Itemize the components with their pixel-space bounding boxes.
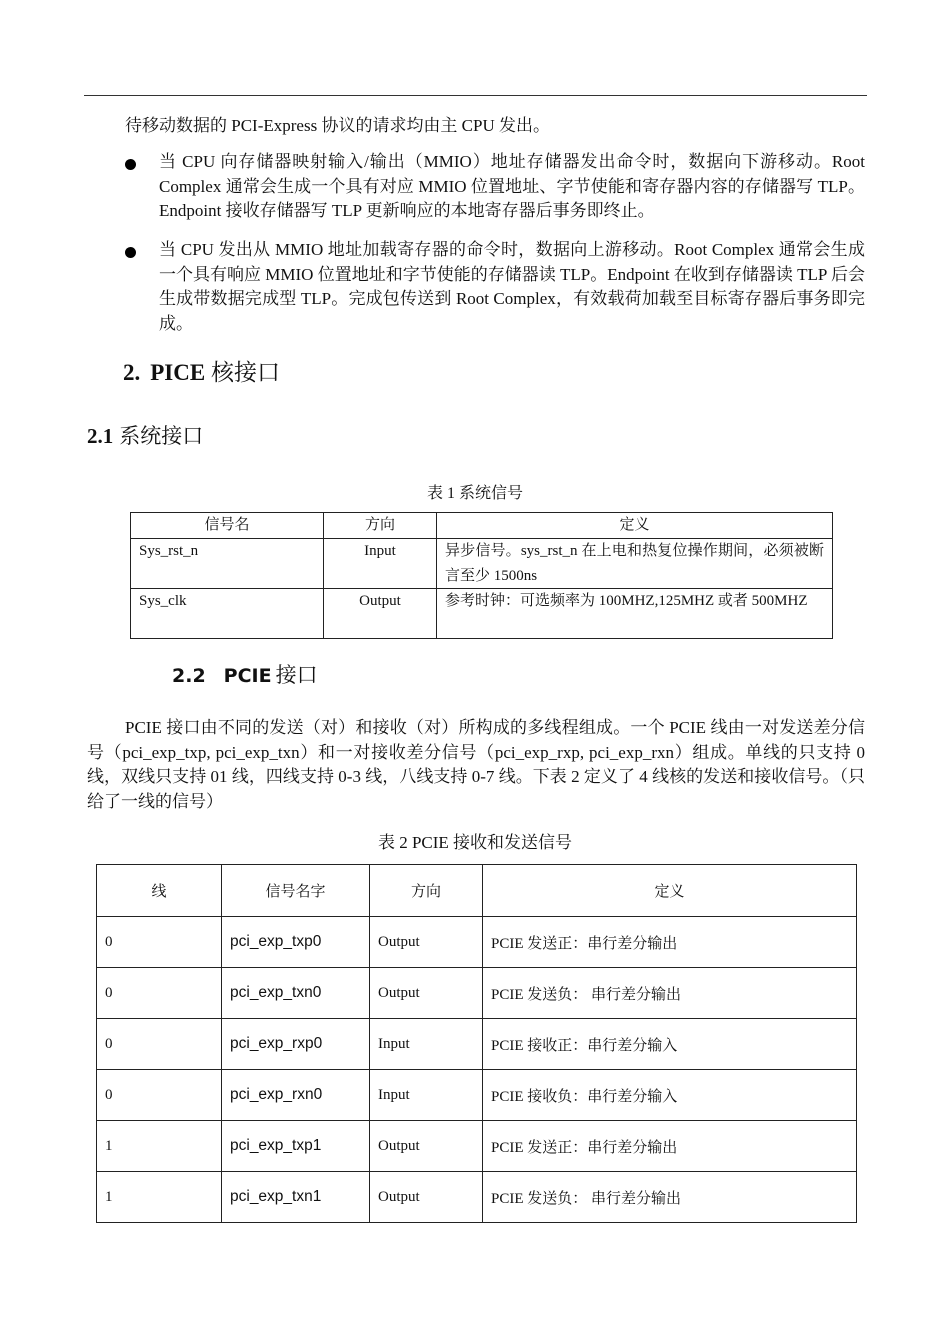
definition-cell: 参考时钟：可选频率为 100MHZ,125MHZ 或者 500MHZ: [437, 589, 833, 639]
column-header: 线: [97, 865, 222, 917]
bullet-text: 当 CPU 发出从 MMIO 地址加载寄存器的命令时，数据向上游移动。Root Complex 通常会生成一个具有响应 MMIO 位置地址和字节使能的存储器读 TLP。Endpoint 在收到存储器读 TLP 后会生成带数据完成型 TLP。完成包传送到 Root Complex，有效载荷加载至目标寄存器后事务即完成。: [159, 240, 865, 333]
intro-paragraph: 待移动数据的 PCI-Express 协议的请求均由主 CPU 发出。: [125, 116, 551, 135]
table2-caption: 表 2 PCIE 接收和发送信号: [377, 833, 573, 852]
definition-cell: PCIE 发送负： 串行差分输出: [483, 968, 857, 1019]
pcie-signals-table: [96, 864, 857, 1223]
signal-name-cell: pci_exp_txp1: [222, 1121, 370, 1172]
signal-name-cell: pci_exp_txp0: [222, 917, 370, 968]
system-signals-table: [130, 512, 833, 639]
table-row: [131, 589, 833, 639]
table-row: [97, 968, 857, 1019]
section-title-cjk: 接口: [275, 663, 318, 687]
direction-cell: Output: [370, 1172, 483, 1223]
table-row: [131, 539, 833, 589]
section-heading-2: [123, 354, 280, 387]
header-rule: [84, 95, 867, 96]
section-number: 2.2: [172, 665, 206, 687]
lane-cell: 0: [97, 968, 222, 1019]
lane-cell: 0: [97, 1019, 222, 1070]
column-header: 方向: [370, 865, 483, 917]
direction-cell: Input: [370, 1019, 483, 1070]
signal-name-cell: Sys_rst_n: [131, 539, 324, 589]
definition-cell: PCIE 发送正：串行差分输出: [483, 1121, 857, 1172]
definition-cell: PCIE 接收正：串行差分输入: [483, 1019, 857, 1070]
section-number: 2.: [123, 360, 141, 385]
direction-cell: Output: [370, 1121, 483, 1172]
signal-name-cell: pci_exp_rxn0: [222, 1070, 370, 1121]
lane-cell: 0: [97, 917, 222, 968]
definition-cell: PCIE 发送负： 串行差分输出: [483, 1172, 857, 1223]
table-header-row: [131, 513, 833, 539]
paragraph-text: PCIE 接口由不同的发送（对）和接收（对）所构成的多线程组成。一个 PCIE 线由一对发送差分信号（pci_exp_txp, pci_exp_txn）和一对接收差分信号（pci_exp_rxp, pci_exp_rxn）组成。单线的只支持 0 线，双线只支持 01 线，四线支持 0-3 线，八线支持 0-7 线。下表 2 定义了 4 线核的发送和接收信号。（只给了一线的信号）: [87, 718, 865, 811]
lane-cell: 0: [97, 1070, 222, 1121]
signal-name-cell: pci_exp_txn0: [222, 968, 370, 1019]
direction-cell: Input: [370, 1070, 483, 1121]
column-header: 定义: [437, 513, 833, 539]
section-title-en: PICE: [150, 360, 206, 385]
section-heading-2-2: [172, 659, 318, 689]
bullet-dot-icon: [125, 247, 136, 258]
table-row: [97, 1121, 857, 1172]
table-row: [97, 917, 857, 968]
table-header-row: [97, 865, 857, 917]
bullet-text: 当 CPU 向存储器映射输入/输出（MMIO）地址存储器发出命令时，数据向下游移动。Root Complex 通常会生成一个具有对应 MMIO 位置地址、字节使能和寄存器内容的存储器写 TLP。Endpoint 接收存储器写 TLP 更新响应的本地寄存器后事务即终止。: [159, 152, 865, 221]
section-heading-2-1: [87, 420, 203, 450]
direction-cell: Input: [324, 539, 437, 589]
bullet-dot-icon: [125, 159, 136, 170]
direction-cell: Output: [324, 589, 437, 639]
column-header: 定义: [483, 865, 857, 917]
signal-name-cell: Sys_clk: [131, 589, 324, 639]
pcie-interface-paragraph: [87, 716, 865, 814]
direction-cell: Output: [370, 968, 483, 1019]
lane-cell: 1: [97, 1121, 222, 1172]
signal-name-cell: pci_exp_rxp0: [222, 1019, 370, 1070]
direction-cell: Output: [370, 917, 483, 968]
definition-cell: 异步信号。sys_rst_n 在上电和热复位操作期间，必须被断言至少 1500ns: [437, 539, 833, 589]
definition-cell: PCIE 发送正：串行差分输出: [483, 917, 857, 968]
section-title: 系统接口: [119, 424, 204, 448]
definition-cell: PCIE 接收负：串行差分输入: [483, 1070, 857, 1121]
table1-caption: 表 1 系统信号: [426, 485, 523, 502]
table-row: [97, 1070, 857, 1121]
section-number: 2.1: [87, 424, 114, 448]
column-header: 方向: [324, 513, 437, 539]
lane-cell: 1: [97, 1172, 222, 1223]
table-row: [97, 1172, 857, 1223]
column-header: 信号名字: [222, 865, 370, 917]
column-header: 信号名: [131, 513, 324, 539]
section-title-en: PCIE: [223, 665, 272, 687]
table-row: [97, 1019, 857, 1070]
signal-name-cell: pci_exp_txn1: [222, 1172, 370, 1223]
section-title-cjk: 核接口: [210, 360, 280, 385]
